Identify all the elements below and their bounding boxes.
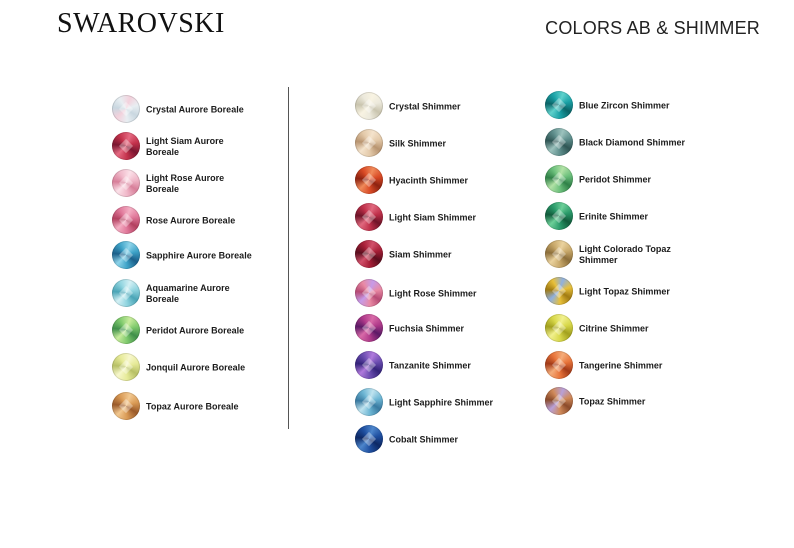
swatch-item: [545, 128, 765, 158]
swatch-item: [355, 279, 575, 309]
crystal-swatch-icon: [355, 129, 383, 157]
swatch-label: Light Rose Shimmer: [389, 288, 477, 299]
swatch-item: [112, 132, 332, 162]
swatch-item: [355, 129, 575, 159]
crystal-swatch-icon: [112, 279, 140, 307]
swatch-label: Topaz Shimmer: [579, 396, 646, 407]
swatch-label: Peridot Shimmer: [579, 174, 652, 185]
swatch-item: [545, 240, 765, 270]
swatch-item: [112, 241, 332, 271]
swatch-label: Crystal Aurore Boreale: [146, 104, 244, 115]
swatch-item: [355, 425, 575, 455]
swatch-label: Siam Shimmer: [389, 249, 452, 260]
swatch-item: [112, 279, 332, 309]
swatch-item: [355, 351, 575, 381]
crystal-swatch-icon: [545, 387, 573, 415]
swatch-label: Light Sapphire Shimmer: [389, 397, 494, 408]
swatch-item: [545, 202, 765, 232]
swatch-item: [112, 392, 332, 422]
swatch-item: [355, 240, 575, 270]
swatch-item: [545, 351, 765, 381]
crystal-swatch-icon: [545, 202, 573, 230]
crystal-swatch-icon: [355, 203, 383, 231]
swatch-label: Tanzanite Shimmer: [389, 360, 471, 371]
crystal-swatch-icon: [355, 279, 383, 307]
swatch-label: Jonquil Aurore Boreale: [146, 362, 246, 373]
crystal-swatch-icon: [112, 241, 140, 269]
swatch-item: [545, 314, 765, 344]
swatch-label: Light Colorado Topaz Shimmer: [579, 244, 671, 265]
swatch-item: [355, 314, 575, 344]
swatch-item: [112, 206, 332, 236]
crystal-swatch-icon: [545, 91, 573, 119]
swatch-label: Fuchsia Shimmer: [389, 323, 465, 334]
crystal-swatch-icon: [545, 351, 573, 379]
swatch-label: Light Siam Shimmer: [389, 212, 477, 223]
swatch-label: Cobalt Shimmer: [389, 434, 459, 445]
swatch-label: Light Rose Aurore Boreale: [146, 173, 225, 194]
swatch-item: [355, 388, 575, 418]
swatch-item: [355, 203, 575, 233]
crystal-swatch-icon: [545, 128, 573, 156]
swatch-label: Topaz Aurore Boreale: [146, 401, 239, 412]
crystal-swatch-icon: [355, 351, 383, 379]
crystal-swatch-icon: [355, 425, 383, 453]
swatch-label: Aquamarine Aurore Boreale: [146, 283, 230, 304]
swatch-label: Sapphire Aurore Boreale: [146, 250, 252, 261]
page-title: COLORS AB & SHIMMER: [545, 18, 760, 38]
column-shimmer-1: [355, 92, 535, 462]
swatch-label: Black Diamond Shimmer: [579, 137, 686, 148]
swatch-label: Crystal Shimmer: [389, 101, 461, 112]
crystal-swatch-icon: [112, 316, 140, 344]
swatch-item: [355, 92, 575, 122]
swatch-item: [545, 387, 765, 417]
swatch-label: Peridot Aurore Boreale: [146, 325, 245, 336]
column-shimmer-2: [545, 91, 755, 431]
crystal-swatch-icon: [112, 95, 140, 123]
crystal-swatch-icon: [112, 392, 140, 420]
crystal-swatch-icon: [355, 92, 383, 120]
crystal-swatch-icon: [545, 165, 573, 193]
crystal-swatch-icon: [112, 169, 140, 197]
crystal-swatch-icon: [112, 353, 140, 381]
swatch-label: Light Topaz Shimmer: [579, 286, 670, 297]
swatch-label: Erinite Shimmer: [579, 211, 649, 222]
swatch-label: Tangerine Shimmer: [579, 360, 663, 371]
swatch-item: [112, 169, 332, 199]
swatch-item: [545, 165, 765, 195]
swatch-item: [545, 277, 765, 307]
crystal-swatch-icon: [355, 314, 383, 342]
crystal-swatch-icon: [355, 240, 383, 268]
swatch-label: Hyacinth Shimmer: [389, 175, 469, 186]
brand-logo: SWAROVSKI: [57, 8, 225, 39]
swatch-item: [112, 316, 332, 346]
swatch-label: Silk Shimmer: [389, 138, 447, 149]
swatch-item: [355, 166, 575, 196]
swatch-item: [112, 353, 332, 383]
crystal-swatch-icon: [112, 206, 140, 234]
crystal-swatch-icon: [545, 277, 573, 305]
crystal-swatch-icon: [545, 314, 573, 342]
swatch-item: [112, 95, 332, 125]
swatch-label: Citrine Shimmer: [579, 323, 649, 334]
crystal-swatch-icon: [355, 166, 383, 194]
column-aurore-boreale: [112, 95, 282, 425]
crystal-swatch-icon: [112, 132, 140, 160]
crystal-swatch-icon: [355, 388, 383, 416]
swatch-label: Light Siam Aurore Boreale: [146, 136, 224, 157]
swatch-label: Blue Zircon Shimmer: [579, 100, 670, 111]
crystal-swatch-icon: [545, 240, 573, 268]
swatch-item: [545, 91, 765, 121]
swatch-label: Rose Aurore Boreale: [146, 215, 236, 226]
